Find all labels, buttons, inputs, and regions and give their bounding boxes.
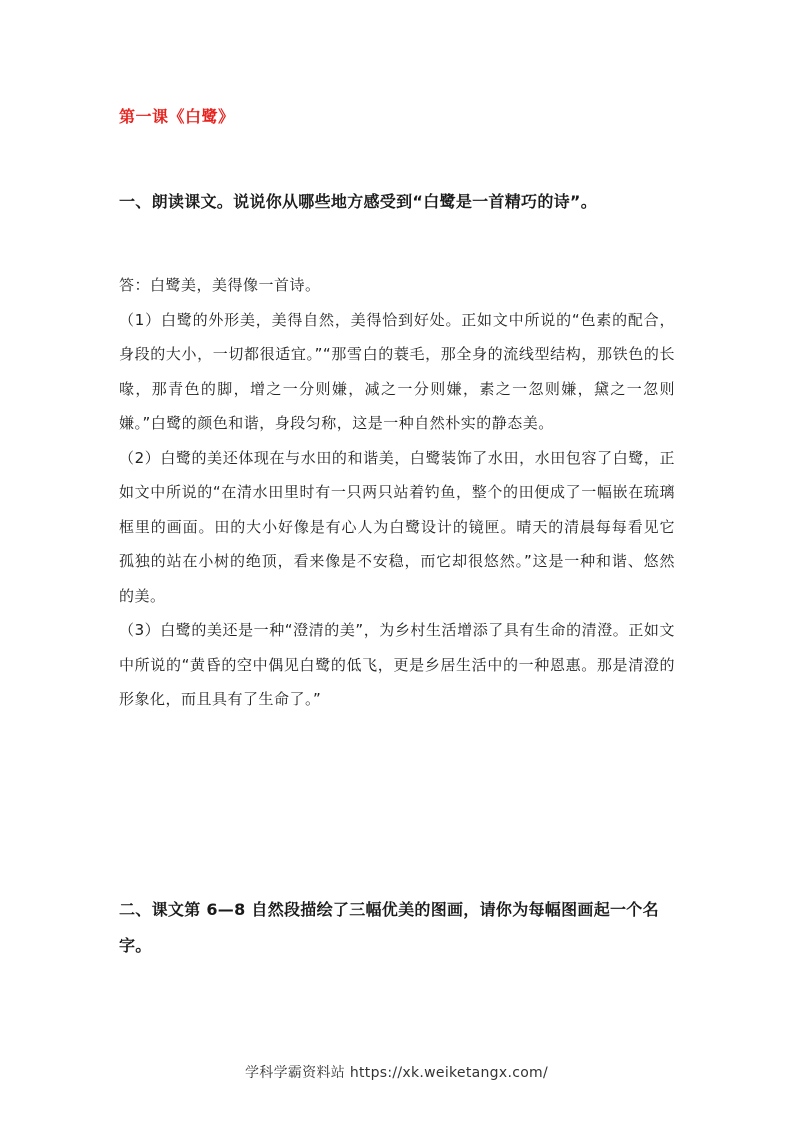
answer-point-3: （3）白鹭的美还是一种“澄清的美”，为乡村生活增添了具有生命的清澄。正如文中所说的“黄昏的空中偶见白鹭的低飞，更是乡居生活中的一种恩惠。那是清澄的形象化，而且具有了生命了。” (119, 621, 675, 708)
lesson-title: 第一课《白鹭》 (119, 107, 235, 126)
footer-source-link[interactable]: 学科学霸资料站 https://xk.weiketangx.com/ (244, 1065, 549, 1081)
answer-intro: 答：白鹭美，美得像一首诗。 (119, 276, 321, 294)
answer-block (119, 268, 675, 717)
answer-point-1: （1）白鹭的外形美，美得自然，美得恰到好处。正如文中所说的“色素的配合，身段的大小，一切都很适宜。”“那雪白的蓑毛，那全身的流线型结构，那铁色的长喙，那青色的脚，增之一分则嫌，减之一分则嫌，素之一忽则嫌，黛之一忽则嫌。”白鹭的颜色和谐，身段匀称，这是一种自然朴实的静态美。 (119, 310, 675, 432)
question-one: 一、朗读课文。说说你从哪些地方感受到“白鹭是一首精巧的诗”。 (119, 192, 598, 211)
answer-point-2: （2）白鹭的美还体现在与水田的和谐美，白鹭装饰了水田，水田包容了白鹭，正如文中所说的“在清水田里时有一只两只站着钓鱼，整个的田便成了一幅嵌在琉璃框里的画面。田的大小好像是有心人为白鹭设计的镜匣。晴天的清晨每每看见它孤独的站在小树的绝顶，看来像是不安稳，而它却很悠然。”这是一种和谐、悠然的美。 (119, 448, 675, 605)
question-two-text: 二、课文第 6—8 自然段描绘了三幅优美的图画，请你为每幅图画起一个名字。 (119, 900, 659, 955)
question-two (119, 892, 675, 964)
